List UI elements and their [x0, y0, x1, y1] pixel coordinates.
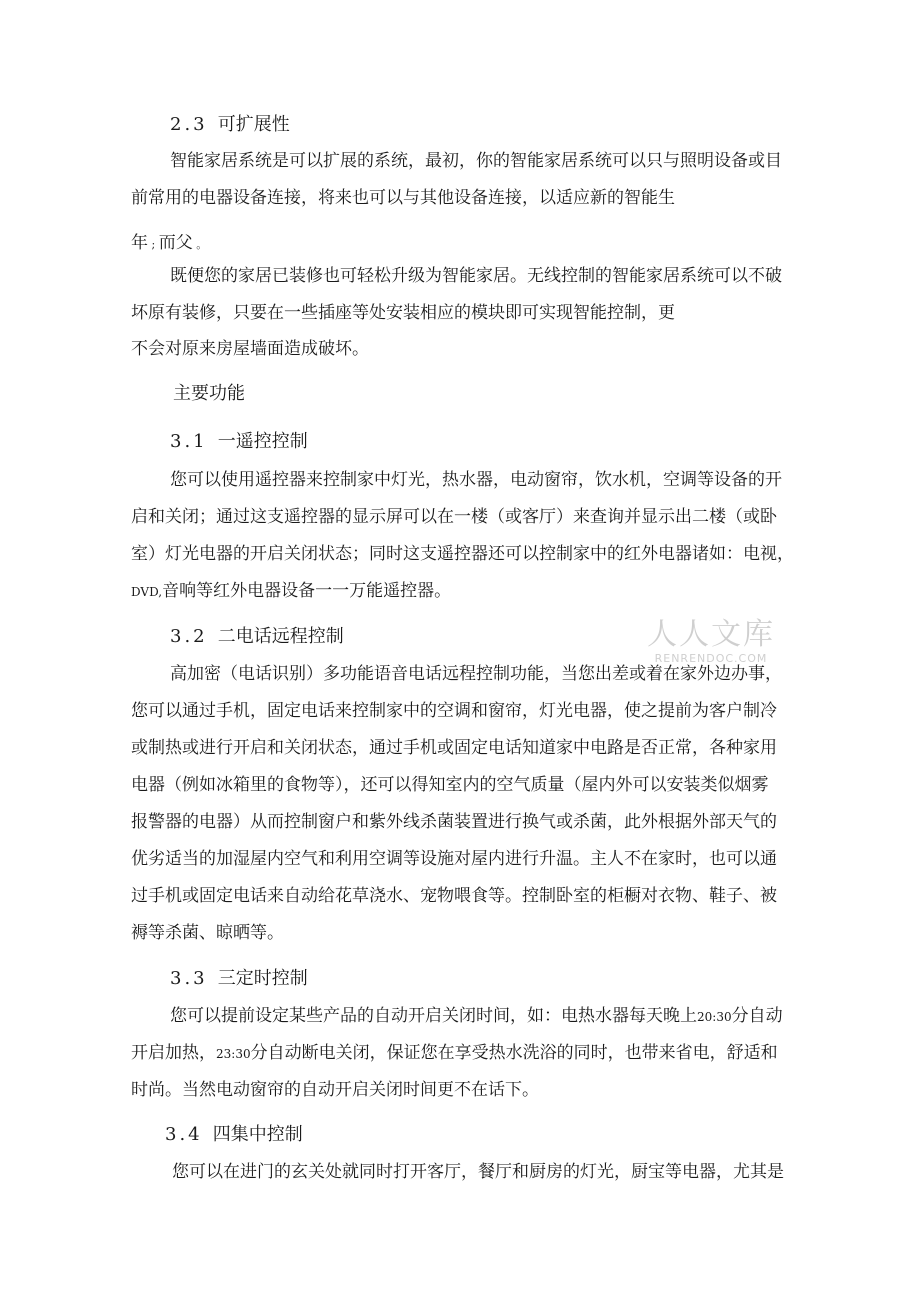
paragraph-line: 智能家居系统是可以扩展的系统，最初，你的智能家居系统可以只与照明设备或目 — [170, 151, 782, 171]
paragraph-line: 您可以通过手机，固定电话来控制家中的空调和窗帘，灯光电器，使之提前为客户制冷 — [131, 701, 777, 721]
section-number: 3.2 — [170, 626, 208, 647]
paragraph-line: 既便您的家居已装修也可轻松升级为智能家居。无线控制的智能家居系统可以不破 — [170, 266, 782, 286]
watermark-logo — [646, 618, 776, 665]
paragraph-line: 或制热或进行开启和关闭状态，通过手机或固定电话知道家中电路是否正常，各种家用 — [131, 738, 777, 758]
paragraph-line: 褥等杀菌、晾晒等。 — [131, 923, 284, 943]
time-value: 20:30 — [697, 1010, 732, 1024]
paragraph-text: 音响等红外电器设备一一万能遥控器。 — [162, 581, 452, 601]
paragraph-text: 开启加热， — [131, 1043, 216, 1063]
paragraph-text: 您可以提前设定某些产品的自动开启关闭时间，如：电热水器每天晚上 — [170, 1006, 697, 1026]
paragraph-line: 坏原有装修，只要在一些插座等处安装相应的模块即可实现智能控制，更 — [131, 303, 675, 323]
section-number: 3.3 — [170, 968, 208, 989]
paragraph-line: 室）灯光电器的开启关闭状态；同时这支遥控器还可以控制家中的红外电器诸如：电视， — [131, 544, 794, 564]
paragraph-line — [131, 1042, 778, 1065]
paragraph-line: 您可以使用遥控器来控制家中灯光，热水器，电动窗帘，饮水机，空调等设备的开 — [170, 470, 782, 490]
section-heading-3-2 — [170, 626, 344, 648]
paragraph-line: 年 ; 而父 。 — [131, 233, 208, 253]
section-title: 可扩展性 — [217, 114, 290, 135]
section-heading-2-3 — [170, 114, 290, 136]
paragraph-line — [170, 1005, 783, 1028]
garbled-text: 而父 — [158, 233, 193, 253]
paragraph-line: 电器（例如冰箱里的食物等），还可以得知室内的空气质量（屋内外可以安装类似烟雾 — [131, 775, 769, 795]
section-heading-3-3 — [170, 968, 308, 990]
section-number: 3.1 — [170, 431, 208, 452]
paragraph-text: 分自动断电关闭，保证您在享受热水洗浴的同时，也带来省电，舒适和 — [250, 1043, 778, 1063]
section-heading-3-4 — [165, 1124, 303, 1146]
paragraph-text: 分自动 — [731, 1006, 783, 1026]
paragraph-line: 时尚。当然电动窗帘的自动开启关闭时间更不在话下。 — [131, 1080, 539, 1100]
section-title: 二电话远程控制 — [217, 626, 344, 647]
paragraph-line — [131, 580, 451, 603]
section-title: 一遥控控制 — [217, 431, 308, 452]
section-title: 四集中控制 — [212, 1124, 303, 1145]
paragraph-line: 过手机或固定电话来自动给花草浇水、宠物喂食等。控制卧室的柜橱对衣物、鞋子、被 — [131, 886, 777, 906]
paragraph-line: 优劣适当的加湿屋内空气和利用空调等设施对屋内进行升温。主人不在家时，也可以通 — [131, 849, 777, 869]
section-number: 3.4 — [165, 1124, 203, 1145]
paragraph-line: 启和关闭；通过这支遥控器的显示屏可以在一楼（或客厅）来查询并显示出二楼（或卧 — [131, 507, 777, 527]
section-title: 三定时控制 — [217, 968, 308, 989]
paragraph-line: 不会对原来房屋墙面造成破坏。 — [131, 339, 369, 359]
time-value: 23:30 — [216, 1047, 251, 1061]
paragraph-line: 您可以在进门的玄关处就同时打开客厅，餐厅和厨房的灯光，厨宝等电器，尤其是 — [172, 1162, 784, 1182]
main-heading: 主要功能 — [173, 383, 245, 404]
watermark-cn: 人人文库 — [647, 617, 775, 652]
dvd-label: DVD, — [131, 585, 163, 599]
watermark-en: RENRENDOC.COM — [654, 652, 768, 665]
garbled-char: 年 — [131, 233, 148, 253]
paragraph-line: 前常用的电器设备连接，将来也可以与其他设备连接，以适应新的智能生 — [131, 188, 675, 208]
section-number: 2.3 — [170, 114, 208, 135]
section-heading-3-1 — [170, 431, 308, 453]
paragraph-line: 高加密（电话识别）多功能语音电话远程控制功能，当您出差或着在家外边办事， — [170, 664, 782, 684]
paragraph-line: 报警器的电器）从而控制窗户和紫外线杀菌装置进行换气或杀菌，此外根据外部天气的 — [131, 812, 777, 832]
